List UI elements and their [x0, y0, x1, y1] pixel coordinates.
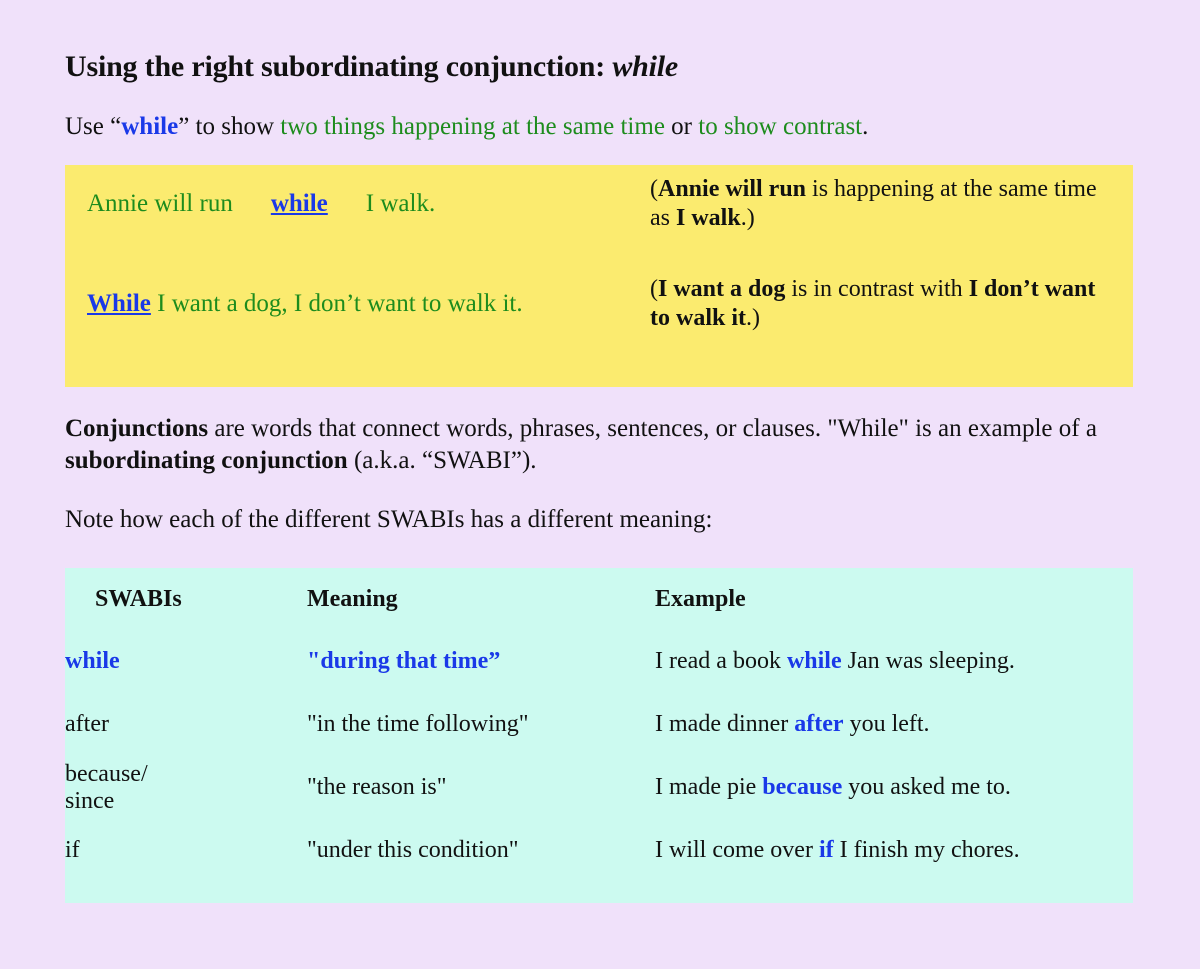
- cell-swabi: while: [65, 648, 120, 674]
- example-sentence-2: [87, 290, 647, 318]
- explanation-2-close: .): [746, 305, 760, 332]
- cell-swabi: [65, 756, 307, 819]
- definition-bold-2: subordinating conjunction: [65, 446, 348, 474]
- definition-paragraph: [65, 413, 1125, 477]
- table-row: [65, 630, 1163, 693]
- example-keyword: after: [794, 711, 844, 737]
- example-keyword: while: [786, 648, 842, 674]
- intro-part1: Use “: [65, 113, 122, 140]
- example-text-before: I will come over: [655, 837, 819, 863]
- swabi-table-container: [65, 568, 1133, 903]
- explanation-1-open: (: [650, 176, 658, 202]
- cell-example: [655, 630, 1163, 693]
- definition-text-2: (a.k.a. “SWABI”).: [347, 446, 537, 474]
- intro-part3: or: [664, 113, 699, 140]
- cell-example: [655, 819, 1163, 882]
- example-2-keyword: While: [87, 290, 151, 317]
- definition-bold-1: Conjunctions: [65, 415, 209, 442]
- cell-meaning: "the reason is": [307, 774, 447, 800]
- cell-example: [655, 756, 1163, 819]
- example-1-keyword: while: [270, 190, 328, 217]
- cell-meaning: "under this condition": [307, 837, 519, 863]
- cell-swabi: after: [65, 711, 109, 737]
- explanation-2-bold-1: I want a dog: [658, 276, 786, 302]
- cell-swabi-line-2: since: [65, 787, 115, 814]
- explanation-2-bold-2: I don’t want to walk it: [650, 276, 1096, 332]
- definition-text-1: are words that connect words, phrases, sentences, or clauses. "While" is an example of a: [208, 415, 1097, 442]
- intro-green-phrase-2: to show contrast: [698, 113, 863, 140]
- intro-part2: ” to show: [178, 113, 281, 140]
- cell-swabi-line-1: because/: [65, 760, 148, 787]
- page-title-keyword: while: [612, 50, 679, 83]
- explanation-2-mid: is in contrast with: [785, 276, 969, 302]
- intro-green-phrase-1: two things happening at the same time: [280, 113, 665, 140]
- table-row: [65, 693, 1163, 756]
- column-header-swabis: SWABIs: [95, 585, 182, 612]
- page-title-main: Using the right subordinating conjunction:: [65, 50, 606, 83]
- explanation-1-bold-2: I walk: [676, 205, 741, 232]
- explanation-1-close: .): [740, 205, 755, 232]
- page-title: [65, 50, 678, 84]
- example-explanation-2: [650, 275, 1110, 334]
- example-text-before: I made dinner: [655, 711, 795, 737]
- column-header-example: Example: [655, 585, 746, 612]
- cell-meaning: "in the time following": [307, 711, 529, 737]
- example-box: [65, 165, 1133, 387]
- intro-part4: .: [862, 113, 869, 140]
- cell-swabi: if: [65, 837, 80, 863]
- explanation-1-bold-1: Annie will run: [658, 176, 807, 202]
- example-keyword: because: [762, 774, 843, 800]
- example-text-after: Jan was sleeping.: [841, 648, 1015, 674]
- intro-keyword-while: while: [121, 113, 179, 140]
- explanation-2-open: (: [650, 276, 658, 302]
- table-row: [65, 819, 1163, 882]
- cell-meaning: "during that time”: [307, 648, 501, 674]
- example-text-after: you asked me to.: [842, 774, 1011, 800]
- intro-sentence: [65, 113, 868, 141]
- example-keyword: if: [818, 837, 834, 863]
- example-sentence-1: [87, 190, 647, 218]
- explanation-1-mid: is happening at the same time as: [650, 176, 1097, 232]
- example-text-before: I read a book: [655, 648, 787, 674]
- example-text-after: I finish my chores.: [833, 837, 1020, 863]
- example-1-after: I walk.: [365, 190, 436, 217]
- swabi-table: [65, 568, 1163, 882]
- table-row: [65, 756, 1163, 819]
- example-text-before: I made pie: [655, 774, 763, 800]
- example-1-before: Annie will run: [87, 190, 233, 217]
- note-paragraph: Note how each of the different SWABIs has a different meaning:: [65, 506, 713, 533]
- column-header-meaning: Meaning: [307, 585, 398, 612]
- example-text-after: you left.: [843, 711, 930, 737]
- cell-example: [655, 693, 1163, 756]
- example-2-after: I want a dog, I don’t want to walk it.: [150, 290, 523, 317]
- example-explanation-1: [650, 175, 1110, 234]
- table-header-row: [65, 568, 1163, 630]
